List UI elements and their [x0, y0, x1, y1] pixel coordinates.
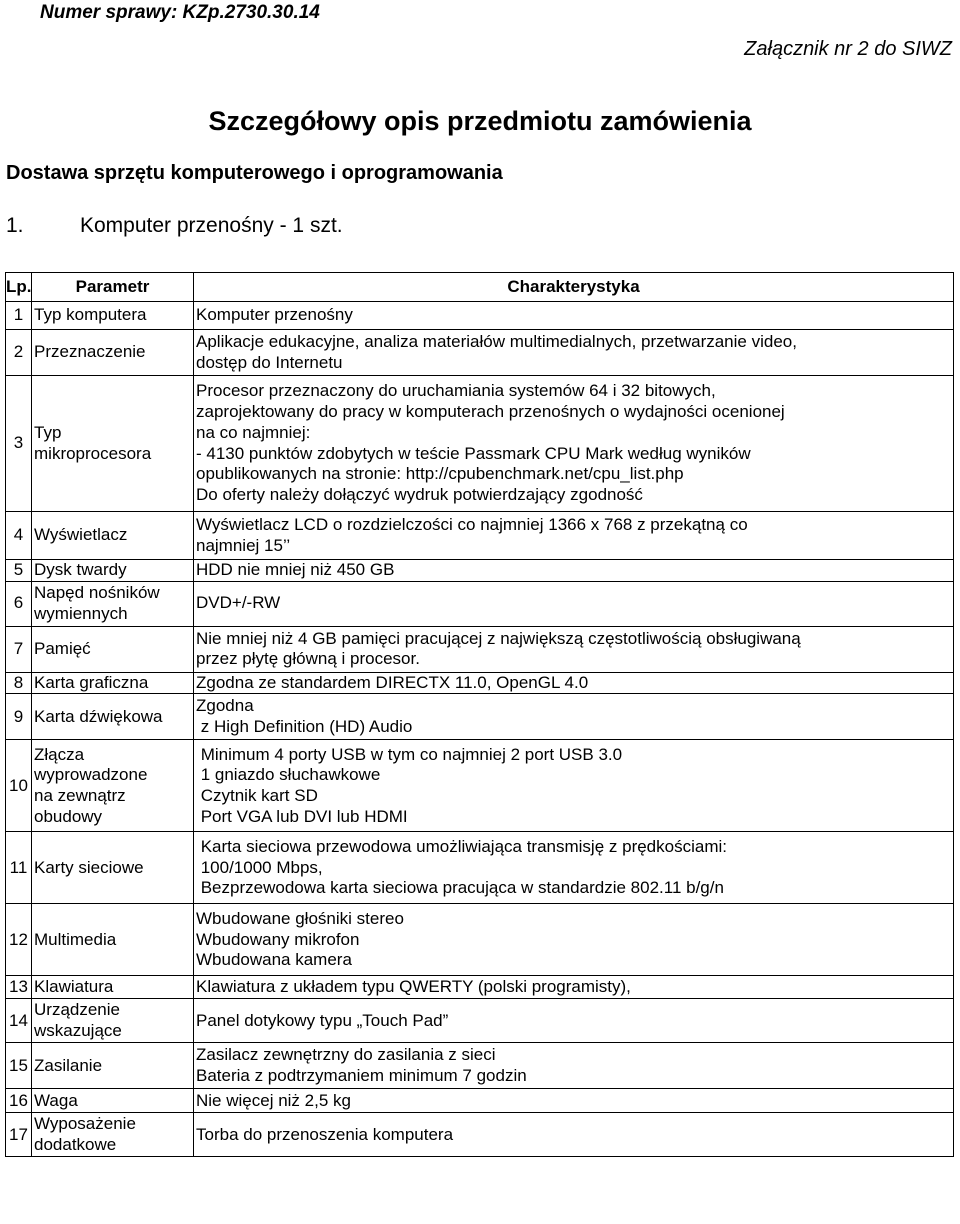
row-number: 11 [6, 832, 32, 904]
characteristic-line: Aplikacje edukacyjne, analiza materiałów multimedialnych, przetwarzanie video, [196, 331, 797, 351]
row-number: 16 [6, 1089, 32, 1113]
table-row [6, 976, 954, 999]
row-characteristic [194, 999, 954, 1043]
characteristic-line: dostęp do Internetu [196, 352, 343, 372]
row-parameter [32, 581, 194, 626]
parameter-line: Urządzenie [34, 1000, 120, 1020]
characteristic-line: Wyświetlacz LCD o rozdzielczości co najmniej 1366 x 768 z przekątną co [196, 514, 748, 534]
row-number: 9 [6, 694, 32, 740]
section-heading [6, 214, 343, 238]
characteristic-line: Klawiatura z układem typu QWERTY (polski programisty), [196, 977, 631, 997]
row-characteristic [194, 581, 954, 626]
row-parameter [32, 672, 194, 694]
row-characteristic [194, 904, 954, 976]
characteristic-line: Do oferty należy dołączyć wydruk potwierdzający zgodność [196, 484, 643, 504]
table-row [6, 694, 954, 740]
characteristic-line: zaprojektowany do pracy w komputerach przenośnych o wydajności ocenionej [196, 402, 785, 422]
characteristic-line: DVD+/-RW [196, 593, 281, 613]
characteristic-line: Czytnik kart SD [196, 785, 318, 805]
table-row [6, 626, 954, 672]
table-row [6, 302, 954, 330]
row-parameter [32, 1113, 194, 1157]
characteristic-line: Bateria z podtrzymaniem minimum 7 godzin [196, 1065, 527, 1085]
row-characteristic [194, 376, 954, 512]
parameter-line: Wyposażenie [34, 1114, 136, 1134]
annex-label: Załącznik nr 2 do SIWZ [744, 38, 952, 60]
table-row [6, 512, 954, 560]
spec-table [5, 272, 954, 1157]
row-parameter [32, 999, 194, 1043]
row-characteristic [194, 512, 954, 560]
parameter-line: Zasilanie [34, 1055, 103, 1075]
row-parameter [32, 694, 194, 740]
characteristic-line: 100/1000 Mbps, [196, 857, 323, 877]
table-row [6, 1113, 954, 1157]
characteristic-line: Minimum 4 porty USB w tym co najmniej 2 port USB 3.0 [196, 744, 623, 764]
row-number: 6 [6, 581, 32, 626]
row-characteristic [194, 302, 954, 330]
row-parameter [32, 302, 194, 330]
characteristic-line: opublikowanych na stronie: http://cpubenchmark.net/cpu_list.php [196, 464, 684, 484]
parameter-line: Karta graficzna [34, 672, 149, 692]
table-row [6, 904, 954, 976]
table-row [6, 1089, 954, 1113]
parameter-line: mikroprocesora [34, 443, 152, 463]
characteristic-line: Torba do przenoszenia komputera [196, 1124, 454, 1144]
row-characteristic [194, 1089, 954, 1113]
table-row [6, 672, 954, 694]
row-parameter [32, 376, 194, 512]
row-number: 14 [6, 999, 32, 1043]
parameter-line: Multimedia [34, 929, 117, 949]
parameter-line: wymiennych [34, 603, 128, 623]
row-characteristic [194, 672, 954, 694]
characteristic-line: na co najmniej: [196, 422, 311, 442]
characteristic-line: Wbudowany mikrofon [196, 929, 360, 949]
characteristic-line: Port VGA lub DVI lub HDMI [196, 806, 408, 826]
table-row [6, 330, 954, 376]
row-parameter [32, 904, 194, 976]
row-characteristic [194, 560, 954, 582]
row-number: 10 [6, 740, 32, 832]
section-title: Komputer przenośny - 1 szt. [80, 214, 343, 237]
row-number: 4 [6, 512, 32, 560]
parameter-line: wskazujące [34, 1020, 122, 1040]
row-parameter [32, 976, 194, 999]
table-row [6, 1043, 954, 1089]
table-body [6, 302, 954, 1157]
characteristic-line: z High Definition (HD) Audio [196, 716, 413, 736]
col-header-param: Parametr [32, 273, 194, 302]
characteristic-line: Panel dotykowy typu „Touch Pad” [196, 1010, 449, 1030]
row-parameter [32, 512, 194, 560]
row-parameter [32, 1089, 194, 1113]
characteristic-line: Karta sieciowa przewodowa umożliwiająca transmisję z prędkościami: [196, 836, 727, 856]
characteristic-line: Zgodna ze standardem DIRECTX 11.0, OpenGL 4.0 [196, 672, 589, 692]
table-row [6, 740, 954, 832]
col-header-spec: Charakterystyka [194, 273, 954, 302]
characteristic-line: przez płytę główną i procesor. [196, 649, 420, 669]
row-number: 3 [6, 376, 32, 512]
parameter-line: Typ [34, 422, 62, 442]
parameter-line: dodatkowe [34, 1134, 117, 1154]
characteristic-line: Zgodna [196, 696, 254, 716]
section-number: 1. [6, 214, 24, 237]
characteristic-line: Bezprzewodowa karta sieciowa pracująca w standardzie 802.11 b/g/n [196, 878, 724, 898]
row-number: 8 [6, 672, 32, 694]
row-number: 17 [6, 1113, 32, 1157]
parameter-line: Pamięć [34, 638, 91, 658]
parameter-line: Dysk twardy [34, 560, 127, 579]
row-parameter [32, 626, 194, 672]
document-title: Szczegółowy opis przedmiotu zamówienia [208, 106, 752, 136]
parameter-line: Napęd nośników [34, 583, 160, 602]
row-characteristic [194, 740, 954, 832]
parameter-line: Złącza [34, 744, 85, 764]
row-characteristic [194, 330, 954, 376]
table-row [6, 999, 954, 1043]
parameter-line: obudowy [34, 806, 103, 826]
parameter-line: Karty sieciowe [34, 857, 144, 877]
table-header-row [6, 273, 954, 302]
parameter-line: Wyświetlacz [34, 525, 128, 545]
document-subtitle: Dostawa sprzętu komputerowego i oprogramowania [6, 162, 503, 184]
row-characteristic [194, 832, 954, 904]
characteristic-line: - 4130 punktów zdobytych w teście Passmark CPU Mark według wyników [196, 443, 751, 463]
characteristic-line: Komputer przenośny [196, 305, 353, 325]
parameter-line: Typ komputera [34, 305, 147, 325]
row-characteristic [194, 694, 954, 740]
parameter-line: Klawiatura [34, 977, 114, 997]
characteristic-line: Wbudowana kamera [196, 950, 352, 970]
row-number: 2 [6, 330, 32, 376]
parameter-line: Waga [34, 1090, 78, 1110]
table-row [6, 832, 954, 904]
table-row [6, 376, 954, 512]
row-number: 15 [6, 1043, 32, 1089]
table-row [6, 560, 954, 582]
parameter-line: Przeznaczenie [34, 342, 146, 362]
row-characteristic [194, 976, 954, 999]
row-number: 7 [6, 626, 32, 672]
row-number: 13 [6, 976, 32, 999]
parameter-line: Karta dźwiękowa [34, 706, 163, 726]
row-parameter [32, 330, 194, 376]
row-characteristic [194, 1113, 954, 1157]
characteristic-line: Zasilacz zewnętrzny do zasilania z sieci [196, 1045, 496, 1065]
row-parameter [32, 740, 194, 832]
row-number: 1 [6, 302, 32, 330]
row-number: 12 [6, 904, 32, 976]
parameter-line: na zewnątrz [34, 785, 126, 805]
characteristic-line: Nie więcej niż 2,5 kg [196, 1090, 351, 1110]
row-parameter [32, 560, 194, 582]
characteristic-line: Wbudowane głośniki stereo [196, 908, 404, 928]
characteristic-line: Nie mniej niż 4 GB pamięci pracującej z największą częstotliwością obsługiwaną [196, 628, 801, 648]
characteristic-line: HDD nie mniej niż 450 GB [196, 560, 395, 579]
characteristic-line: Procesor przeznaczony do uruchamiania systemów 64 i 32 bitowych, [196, 381, 716, 401]
row-parameter [32, 1043, 194, 1089]
row-number: 5 [6, 560, 32, 582]
row-characteristic [194, 1043, 954, 1089]
table-row [6, 581, 954, 626]
row-parameter [32, 832, 194, 904]
parameter-line: wyprowadzone [34, 765, 148, 785]
characteristic-line: najmniej 15’’ [196, 535, 291, 555]
col-header-lp: Lp. [6, 273, 32, 302]
characteristic-line: 1 gniazdo słuchawkowe [196, 765, 381, 785]
case-number: Numer sprawy: KZp.2730.30.14 [40, 2, 320, 23]
row-characteristic [194, 626, 954, 672]
